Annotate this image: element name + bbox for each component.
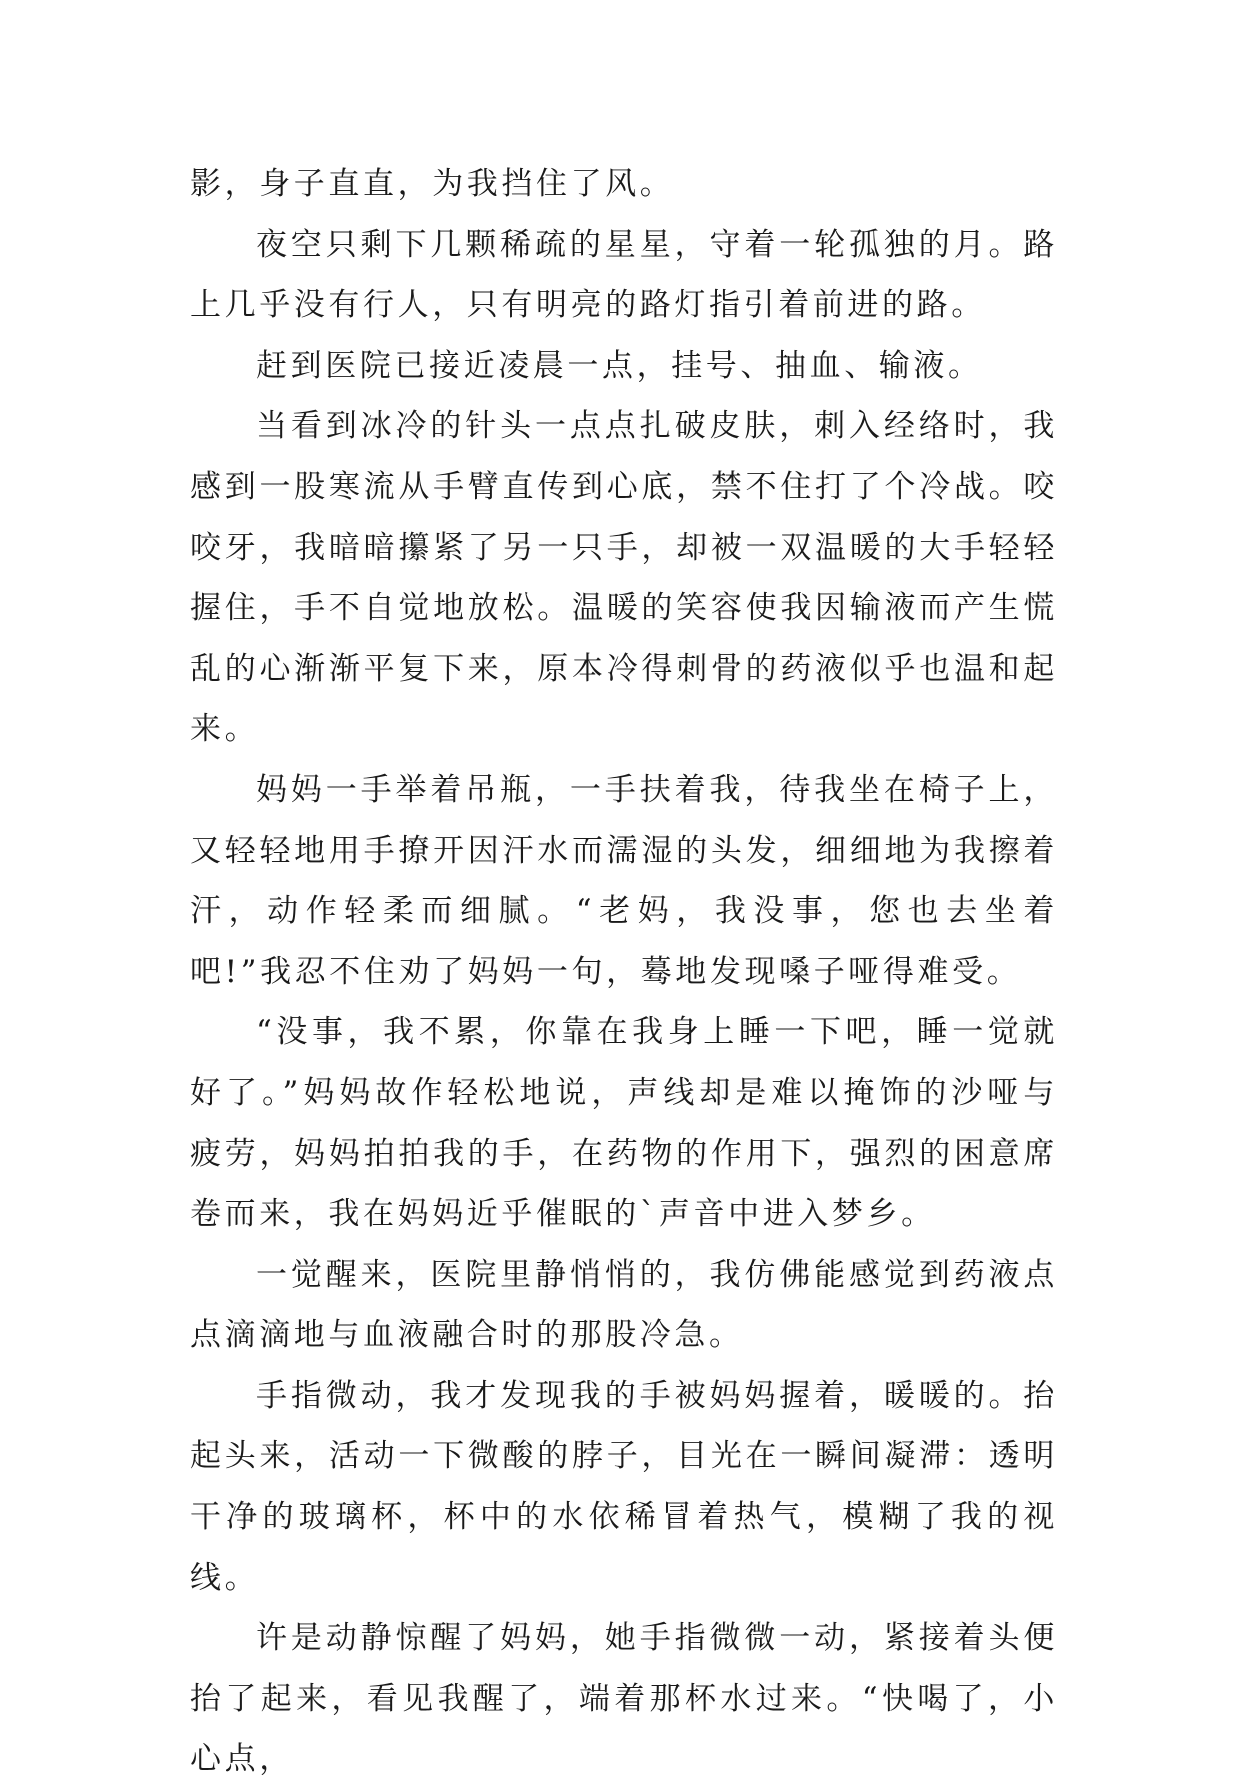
paragraph-8: 手指微动，我才发现我的手被妈妈握着，暖暖的。抬起头来，活动一下微酸的脖子，目光在一瞬间凝滞：透明干净的玻璃杯，杯中的水依稀冒着热气，模糊了我的视线。 — [190, 1377, 1058, 1596]
paragraph-9: 许是动静惊醒了妈妈，她手指微微一动，紧接着头便抬了起来，看见我醒了，端着那杯水过来。“快喝了，小心点， — [190, 1620, 1058, 1778]
paragraph-3: 赶到医院已接近凌晨一点，挂号、抽血、输液。 — [256, 347, 983, 384]
document-body — [190, 154, 1058, 1790]
paragraph-5: 妈妈一手举着吊瓶，一手扶着我，待我坐在椅子上，又轻轻地用手撩开因汗水而濡湿的头发，细细地为我擦着汗，动作轻柔而细腻。“老妈，我没事，您也去坐着吧!”我忍不住劝了妈妈一句，蓦地发现嗓子哑得难受。 — [190, 771, 1058, 990]
paragraph-2: 夜空只剩下几颗稀疏的星星，守着一轮孤独的月。路上几乎没有行人，只有明亮的路灯指引着前进的路。 — [190, 226, 1058, 324]
paragraph-7: 一觉醒来，医院里静悄悄的，我仿佛能感觉到药液点点滴滴地与血液融合时的那股冷急。 — [190, 1256, 1058, 1354]
paragraph-4: 当看到冰冷的针头一点点扎破皮肤，刺入经络时，我感到一股寒流从手臂直传到心底，禁不住打了个冷战。咬咬牙，我暗暗攥紧了另一只手，却被一双温暖的大手轻轻握住，手不自觉地放松。温暖的笑容使我因输液而产生慌乱的心渐渐平复下来，原本冷得刺骨的药液似乎也温和起来。 — [190, 408, 1058, 748]
paragraph-1: 影，身子直直，为我挡住了风。 — [190, 166, 675, 202]
paragraph-6: “没事，我不累，你靠在我身上睡一下吧，睡一觉就好了。”妈妈故作轻松地说，声线却是难以掩饰的沙哑与疲劳，妈妈拍拍我的手，在药物的作用下，强烈的困意席卷而来，我在妈妈近乎催眠的`声音中进入梦乡。 — [190, 1014, 1058, 1233]
